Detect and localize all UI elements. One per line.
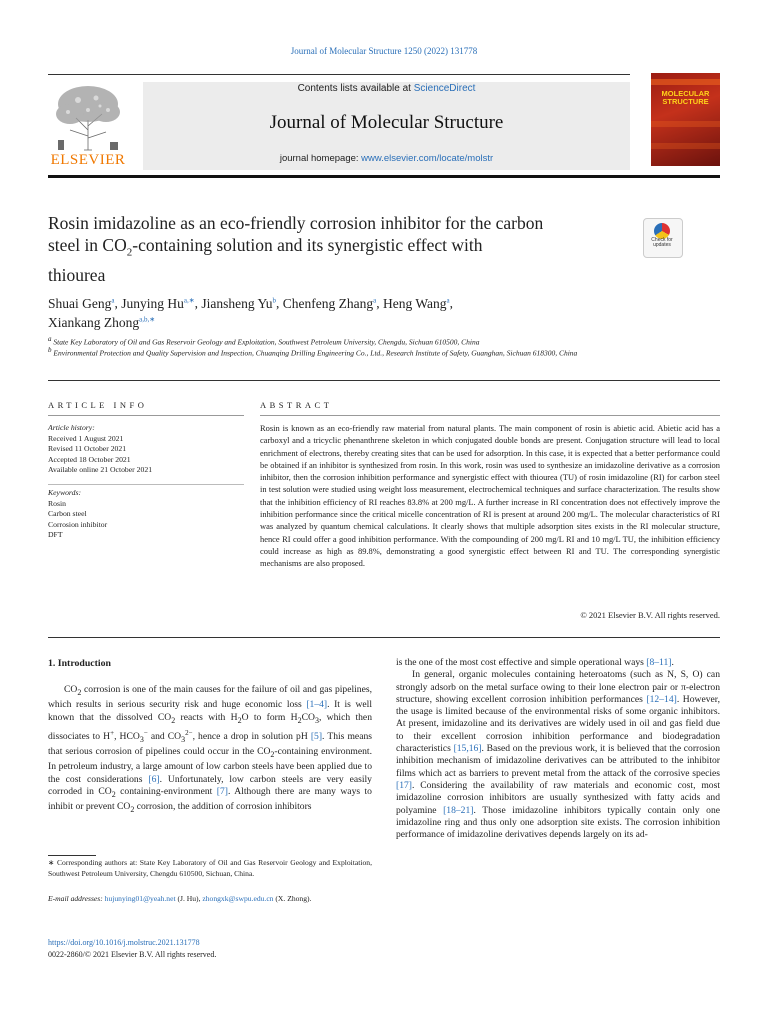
email-link[interactable]: zhongxk@swpu.edu.cn bbox=[202, 894, 274, 903]
text-run: CO bbox=[64, 684, 78, 695]
introduction-heading: 1. Introduction bbox=[48, 658, 111, 669]
author-affiliation-mark[interactable]: b bbox=[272, 296, 276, 304]
author-separator: , bbox=[275, 295, 283, 311]
article-info-heading: ARTICLE INFO bbox=[48, 400, 148, 410]
text-run: corrosion, the addition of corrosion inhibitors bbox=[134, 801, 312, 813]
contents-prefix: Contents lists available at bbox=[297, 83, 414, 94]
author-name: Chenfeng Zhang bbox=[282, 295, 374, 311]
footnote-rule bbox=[48, 855, 96, 856]
superscript: − bbox=[143, 728, 148, 737]
title-line2-sub: 2 bbox=[126, 246, 133, 259]
citation-link[interactable]: [5] bbox=[310, 730, 323, 742]
author-name: Junying Hu bbox=[121, 295, 184, 311]
author-separator: , bbox=[194, 295, 202, 311]
subscript: 2 bbox=[237, 715, 242, 725]
subscript: 3 bbox=[139, 734, 144, 744]
affiliation-mark: b bbox=[48, 346, 52, 354]
author[interactable] bbox=[201, 296, 276, 311]
superscript: 2− bbox=[185, 728, 193, 737]
history-revised: Revised 11 October 2021 bbox=[48, 444, 127, 453]
text-run: O to form H bbox=[241, 711, 298, 723]
footnote-text: Corresponding authors at: State Key Laboratory of Oil and Gas Reservoir Geology and Exploitation, Southwest Petroleum University, Chengdu 610500, Sichuan, China. bbox=[48, 858, 372, 878]
intro-left-column bbox=[48, 684, 372, 816]
text-run: is the one of the most cost effective and simple operational ways bbox=[396, 657, 647, 668]
citation-link[interactable]: [8–11] bbox=[646, 657, 672, 668]
cover-band bbox=[651, 121, 720, 127]
citation-link[interactable]: [7] bbox=[216, 785, 228, 797]
author-name: Xiankang Zhong bbox=[48, 315, 140, 330]
paragraph bbox=[396, 657, 720, 669]
text-run: . It is well known that the dissolved CO bbox=[48, 699, 372, 723]
intro-right-column bbox=[396, 657, 720, 841]
homepage-prefix: journal homepage: bbox=[279, 153, 362, 164]
author-affiliation-mark[interactable]: a bbox=[111, 296, 115, 304]
email-owner: (X. Zhong). bbox=[273, 894, 312, 903]
issn-copyright: 0022-2860/© 2021 Elsevier B.V. All rights reserved. bbox=[48, 950, 217, 959]
affiliation-b bbox=[48, 345, 638, 359]
keyword: Corrosion inhibitor bbox=[48, 519, 108, 529]
affiliation-text: State Key Laboratory of Oil and Gas Reservoir Geology and Exploitation, Southwest Petroleum University, Chengdu, Sichuan 610500, China bbox=[53, 337, 480, 347]
history-label: Article history: bbox=[48, 423, 95, 432]
text-run: . bbox=[671, 657, 674, 668]
superscript: + bbox=[110, 728, 115, 737]
abstract-heading: ABSTRACT bbox=[260, 400, 333, 410]
author-affiliation-mark[interactable]: a bbox=[446, 296, 450, 304]
author[interactable] bbox=[283, 296, 376, 311]
citation-link[interactable]: [18–21] bbox=[443, 804, 474, 816]
text-run: CO bbox=[301, 711, 315, 723]
article-title bbox=[48, 212, 638, 286]
history-accepted: Accepted 18 October 2021 bbox=[48, 454, 131, 464]
author-affiliation-mark[interactable]: a,b,∗ bbox=[139, 315, 156, 324]
cover-title-line2: STRUCTURE bbox=[662, 97, 709, 106]
paragraph bbox=[396, 669, 720, 841]
keywords-label: Keywords: bbox=[48, 488, 82, 497]
text-run: , HCO bbox=[114, 730, 140, 742]
keyword: DFT bbox=[48, 530, 63, 539]
article-info-rule bbox=[48, 415, 244, 416]
abstract-text: Rosin is known as an eco-friendly raw material from natural plants. The main component of rosin is abietic acid. Abietic acid has a carboxyl and a tricyclic phenanthrene skeleton in which conjugated double bonds are present. Conjugation structure will lead to local enrichment of electrons, thereby creating sites that can be used for adsorption. In this case, it is expected that a better performance could be obtained if an inhibitor is synthesized from rosin. In this work, rosin was used to synthesize an imidazoline derivative as a corrosion inhibitor, then the corrosion inhibition performance and synergistic effect with thiourea (TU) of rosin imidazoline (RI) for carbon steel in test solution were studied using weight loss measurement, electrochemical techniques and surface characterization. The results show that the inhibition efficiency of RI reaches 83.8% at 200 mg/L. A further increase in RI concentration does not effectively improve the inhibition performance since the critical micelle concentration of RI is present at around 200 mg/L. The molecular characteristics of RI was analyzed by quantum chemical calculations. It clearly shows that multiple adsorption sites exists in the RI molecular structure, hence RI could offer a good inhibition performance. With the compounding of 200 mg/L RI and 10 mg/L TU, the inhibition efficiency could increase as high as 89.8%, demonstrating a good synergistic effect between RI and TU. The corresponding synergistic mechanisms are also proposed. bbox=[260, 423, 720, 569]
keyword: Carbon steel bbox=[48, 509, 87, 518]
title-line1: Rosin imidazoline as an eco-friendly corrosion inhibitor for the carbon bbox=[48, 213, 544, 233]
email-footnote bbox=[48, 894, 372, 905]
author-affiliation-mark[interactable]: a bbox=[373, 296, 377, 304]
title-line2 bbox=[48, 234, 638, 264]
subscript: 2 bbox=[111, 789, 116, 799]
cover-band bbox=[651, 143, 720, 149]
citation-link[interactable]: [6] bbox=[148, 773, 160, 785]
subscript: 2 bbox=[130, 805, 135, 814]
cover-band bbox=[651, 79, 720, 85]
text-run: reacts with H bbox=[175, 711, 238, 723]
author-list bbox=[48, 292, 668, 331]
author[interactable] bbox=[48, 296, 114, 311]
citation-link[interactable]: [12–14] bbox=[646, 693, 677, 705]
citation-link[interactable]: [1–4] bbox=[306, 699, 328, 711]
cover-title-line1: MOLECULAR bbox=[661, 89, 710, 98]
header-rule-thick bbox=[48, 175, 720, 178]
author-name: Jiansheng Yu bbox=[201, 295, 273, 311]
footnote-mark: ∗ bbox=[48, 858, 55, 867]
author-name: Shuai Geng bbox=[48, 295, 112, 311]
text-run: . Those imidazoline inhibitors typically contain only one imidazoline ring and thus only one adsorption site exists. The corrosion inhibition performance of imidazoline derivatives depends largely on its ad- bbox=[396, 804, 720, 841]
journal-citation[interactable]: Journal of Molecular Structure 1250 (2022) 131778 bbox=[290, 46, 478, 56]
text-run: . However, the usage is limited because of the environmental risks of some organic inhibitors. At present, imidazoline and its derivatives are widely used in oil and gas field due to their excellent corrosion inhibition performance and biodegradation characteristics bbox=[396, 693, 720, 755]
text-run: , which then dissociates to H bbox=[48, 711, 372, 742]
text-run: and CO bbox=[147, 730, 182, 742]
journal-homepage bbox=[143, 153, 630, 164]
title-line2-post: -containing solution and its synergistic effect with bbox=[132, 235, 483, 255]
title-line3: thiourea bbox=[48, 264, 106, 285]
text-run: , hence a drop in solution pH bbox=[192, 730, 311, 742]
contents-availability bbox=[143, 83, 630, 94]
author[interactable] bbox=[48, 315, 155, 330]
text-run: corrosion is one of the main causes for the failure of oil and gas pipelines, which results in serious security risk and huge economic loss bbox=[48, 684, 372, 711]
text-run: containing-environment bbox=[115, 785, 217, 797]
subscript: 2 bbox=[171, 715, 176, 725]
author-affiliation-mark[interactable]: a,∗ bbox=[183, 296, 195, 304]
cover-title bbox=[654, 90, 717, 106]
keyword: Rosin bbox=[48, 498, 66, 508]
header-rule bbox=[48, 74, 630, 75]
check-updates-label: Check for updates bbox=[651, 237, 673, 248]
history-received: Received 1 August 2021 bbox=[48, 433, 124, 443]
doi-link[interactable]: https://doi.org/10.1016/j.molstruc.2021.131778 bbox=[48, 938, 200, 947]
abstract-rule bbox=[260, 415, 720, 416]
history-online: Available online 21 October 2021 bbox=[48, 465, 153, 474]
subscript: 2 bbox=[77, 687, 82, 697]
corresponding-footnote bbox=[48, 858, 372, 879]
text-run: -containing environment. In petroleum industry, a large amount of low carbon steels have been applied due to the cost considerations bbox=[48, 746, 372, 785]
homepage-link[interactable]: www.elsevier.com/locate/molstr bbox=[361, 153, 494, 164]
subscript: 3 bbox=[181, 734, 186, 744]
author-separator: , bbox=[449, 295, 453, 311]
abstract-copyright: © 2021 Elsevier B.V. All rights reserved. bbox=[580, 610, 720, 620]
keywords-rule bbox=[48, 484, 244, 485]
email-label: E-mail addresses: bbox=[48, 894, 105, 903]
citation-link[interactable]: [15,16] bbox=[453, 743, 482, 755]
elsevier-wordmark: ELSEVIER bbox=[50, 152, 126, 168]
text-run: . This means that serious corrosion of pipelines could occur in the CO bbox=[48, 730, 372, 758]
email-owner: (J. Hu), bbox=[175, 894, 203, 903]
journal-cover-image[interactable] bbox=[651, 73, 720, 166]
author[interactable] bbox=[121, 296, 194, 311]
section-rule bbox=[48, 380, 720, 381]
title-line2-pre: steel in CO bbox=[48, 235, 127, 255]
author-separator: , bbox=[376, 295, 383, 311]
author-separator: , bbox=[114, 295, 122, 311]
article-history bbox=[48, 423, 244, 476]
author[interactable] bbox=[383, 296, 450, 311]
section-rule bbox=[48, 637, 720, 638]
subscript: 2 bbox=[270, 750, 275, 759]
affiliation-text: Environmental Protection and Quality Supervision and Inspection, Chuanqing Drilling Engineering Co., Ltd., Research Institute of Safety, Guanghan, Sichuan 618300, China bbox=[53, 348, 578, 358]
email-link[interactable]: hujunying01@yeah.net bbox=[104, 894, 176, 903]
sciencedirect-link[interactable]: ScienceDirect bbox=[413, 83, 476, 94]
keywords bbox=[48, 488, 244, 541]
subscript: 2 bbox=[297, 715, 302, 725]
journal-name: Journal of Molecular Structure bbox=[269, 112, 504, 133]
text-run: . Based on the previous work, it is believed that the corrosion inhibition mechanism of imidazoline derivatives can be attributed to the inhibitor films which act as barriers to prevent metal from the attack of the corrosive species bbox=[396, 743, 721, 779]
text-run: . Although there are many ways to inhibit or prevent CO bbox=[48, 785, 372, 813]
subscript: 3 bbox=[314, 715, 319, 725]
text-run: In general, organic molecules containing heteroatoms (such as N, S, O) can strongly adsorb on the metal surface owing to their lone electron pair or π-electron structure, showing excellent corrosion inhibition performances bbox=[396, 669, 720, 705]
author-name: Heng Wang bbox=[382, 295, 447, 311]
text-run: . Unfortunately, low carbon steels are very easily corroded in CO bbox=[48, 773, 372, 797]
affiliation-mark: a bbox=[48, 335, 52, 343]
citation-link[interactable]: [17] bbox=[396, 779, 412, 791]
text-run: . Considering the availability of raw materials and economic cost, most imidazoline corrosion inhibitors are usually synthesized with fatty acids and polyamine bbox=[396, 779, 720, 816]
